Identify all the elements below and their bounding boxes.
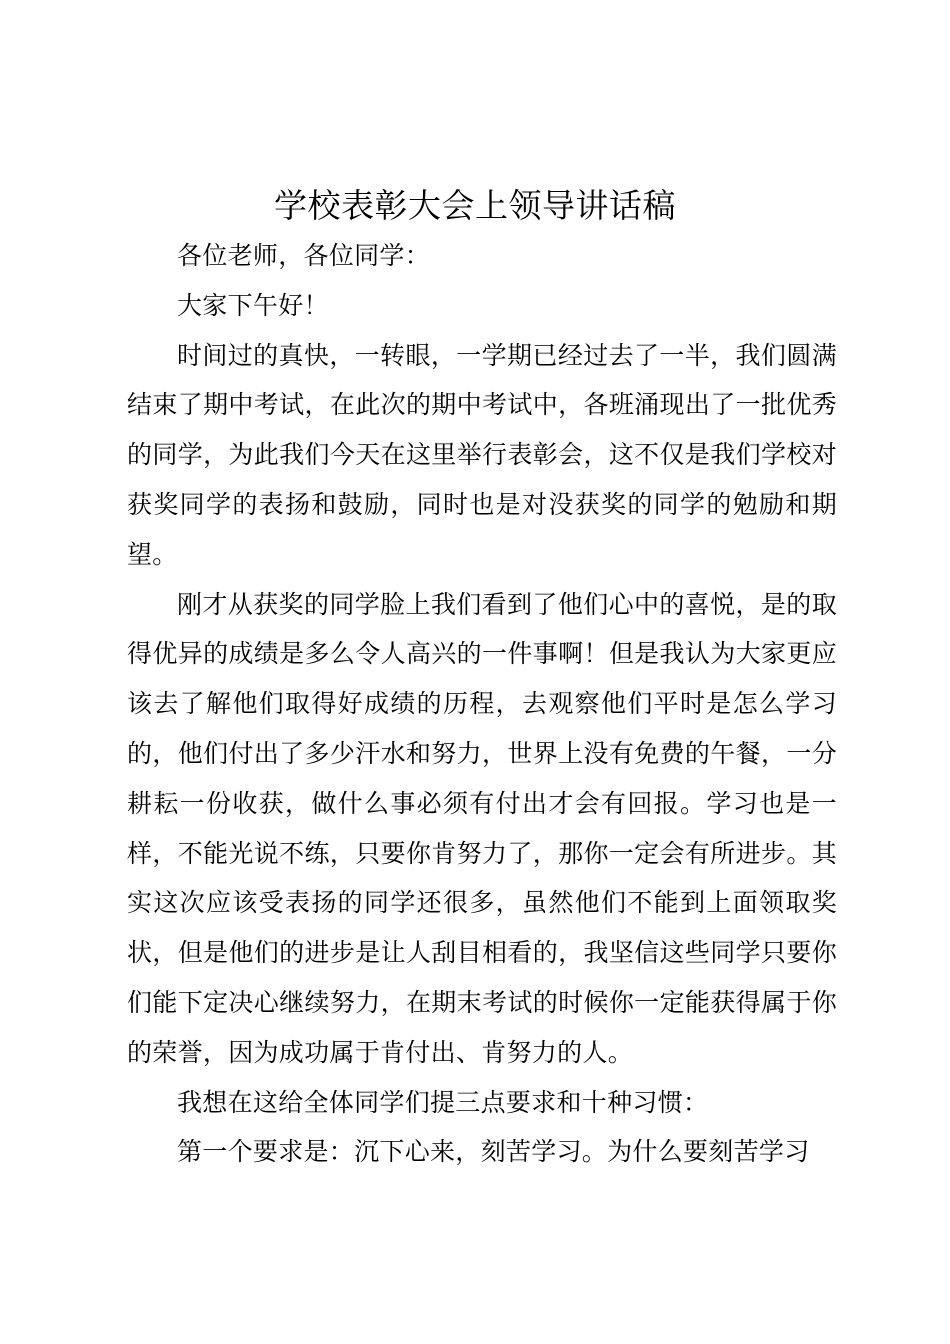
paragraph-intro: 时间过的真快，一转眼，一学期已经过去了一半，我们圆满结束了期中考试，在此次的期中考试中，各班涌现出了一批优秀的同学，为此我们今天在这里举行表彰会，这不仅是我们学校对获奖同学的表扬和鼓励，同时也是对没获奖的同学的勉励和期望。 (127, 340, 837, 569)
paragraph-first-requirement: 第一个要求是：沉下心来，刻苦学习。为什么要刻苦学习 (177, 1137, 810, 1167)
paragraph-greeting: 各位老师，各位同学： (177, 241, 431, 270)
paragraph-requirements-intro: 我想在这给全体同学们提三点要求和十种习惯： (177, 1087, 709, 1117)
document-body (127, 231, 837, 1177)
paragraph-reflection: 刚才从获奖的同学脸上我们看到了他们心中的喜悦，是的取得优异的成绩是多么令人高兴的一件事啊！但是我认为大家更应该去了解他们取得好成绩的历程，去观察他们平时是怎么学习的，他们付出了多少汗水和努力，世界上没有免费的午餐，一分耕耘一份收获，做什么事必须有付出才会有回报。学习也是一样，不能光说不练，只要你肯努力了，那你一定会有所进步。其实这次应该受表扬的同学还很多，虽然他们不能到上面领取奖状，但是他们的进步是让人刮目相看的，我坚信这些同学只要你们能下定决心继续努力，在期末考试的时候你一定能获得属于你的荣誉，因为成功属于肯付出、肯努力的人。 (127, 589, 837, 1067)
document-title: 学校表彰大会上领导讲话稿 (274, 186, 676, 225)
paragraph-salutation: 大家下午好！ (177, 290, 329, 320)
